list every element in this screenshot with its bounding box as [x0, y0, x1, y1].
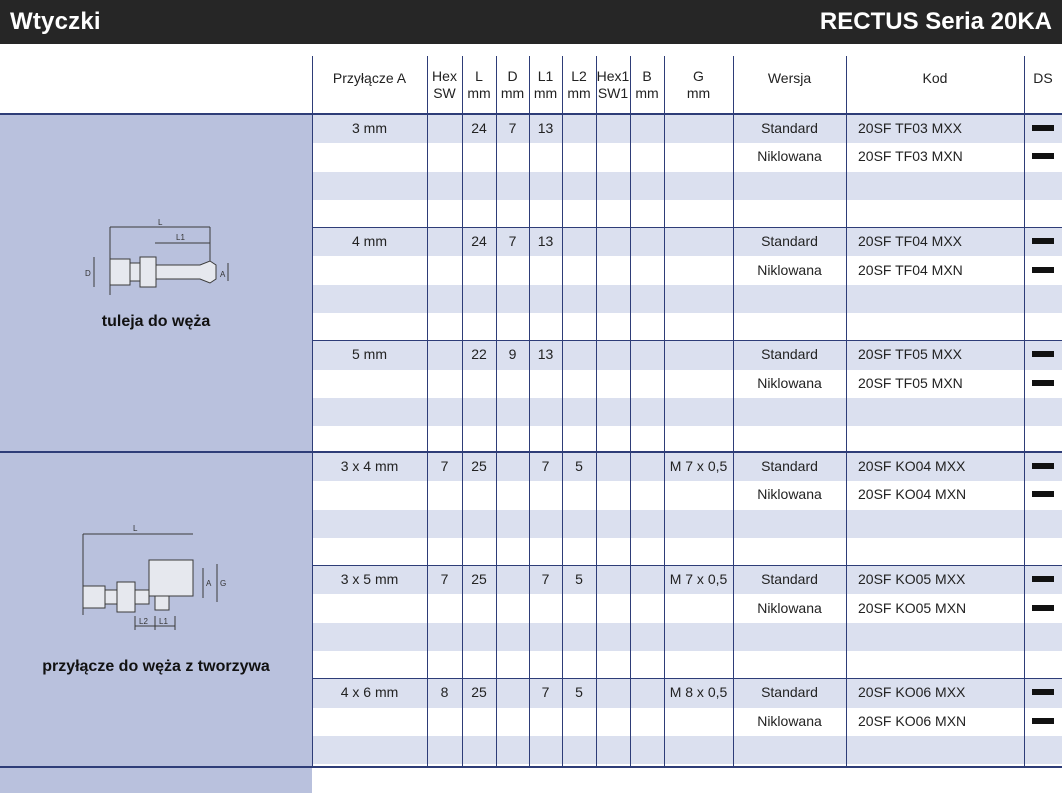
hex-nut: [117, 582, 135, 612]
series-title: RECTUS Seria 20KA: [819, 8, 1052, 35]
column-header-l: L mm: [467, 68, 491, 101]
title-bar: [0, 0, 1062, 44]
cell-code: 20SF KO05 MXN: [858, 599, 967, 616]
column-header-hex1-sw1: Hex1 SW1: [596, 68, 630, 101]
cell-connector: 4 x 6 mm: [340, 684, 399, 701]
table-row-stripe: [312, 398, 1062, 426]
cell-version: Standard: [761, 571, 818, 588]
column-header-code: Kod: [922, 70, 948, 86]
cell-version: Standard: [761, 233, 818, 250]
column-divider: [846, 56, 847, 768]
cell-d: 9: [508, 346, 517, 363]
page-title: Wtyczki: [10, 8, 101, 35]
cell-l1: 7: [541, 684, 550, 701]
column-divider: [596, 56, 597, 768]
cell-code: 20SF TF04 MXX: [858, 233, 963, 250]
cell-l: 22: [471, 346, 487, 363]
hose-barb-plug-drawing: [80, 215, 240, 305]
cell-code: 20SF TF05 MXX: [858, 346, 963, 363]
column-divider: [496, 56, 497, 768]
ds-marker: [1032, 153, 1054, 159]
cell-code: 20SF KO05 MXX: [858, 571, 966, 588]
ds-marker: [1032, 463, 1054, 469]
column-divider: [664, 56, 665, 768]
column-header-l2: L2 mm: [567, 68, 591, 101]
column-divider: [1024, 56, 1025, 768]
cell-connector: 3 mm: [352, 120, 387, 136]
column-header-b: B mm: [635, 68, 659, 101]
cell-version: Standard: [761, 684, 818, 701]
cell-l: 25: [471, 684, 487, 701]
column-divider: [312, 56, 313, 768]
cell-hex: 7: [440, 458, 449, 474]
dim-label-l2: L2: [139, 617, 148, 626]
table-row-stripe: [312, 623, 1062, 651]
cell-code: 20SF TF05 MXN: [858, 374, 963, 391]
cell-l: 24: [471, 233, 487, 250]
plug-groove: [105, 590, 117, 604]
column-header-hex-sw: Hex SW: [432, 68, 457, 101]
ds-marker: [1032, 689, 1054, 695]
cell-l1: 7: [541, 571, 550, 588]
bottom-rule: [0, 766, 1062, 768]
cell-l2: 5: [575, 458, 583, 474]
thread: [135, 590, 149, 604]
dim-label-l1: L1: [176, 233, 185, 242]
ds-marker: [1032, 380, 1054, 386]
cell-connector: 3 x 4 mm: [340, 458, 399, 474]
cell-d: 7: [508, 120, 517, 136]
cell-l: 25: [471, 571, 487, 588]
cell-l2: 5: [575, 571, 583, 588]
table-row-stripe: [312, 736, 1062, 764]
cell-version: Niklowana: [757, 486, 822, 503]
cell-code: 20SF TF03 MXX: [858, 120, 963, 136]
cell-l1: 13: [537, 346, 554, 363]
dim-label-a: A: [220, 270, 226, 279]
column-header-version: Wersja: [767, 70, 812, 86]
column-divider: [462, 56, 463, 768]
column-divider: [529, 56, 530, 768]
cell-d: 7: [508, 233, 517, 250]
column-divider: [562, 56, 563, 768]
cell-code: 20SF KO06 MXN: [858, 712, 967, 729]
cell-hex: 7: [440, 571, 449, 588]
cell-version: Standard: [761, 458, 818, 474]
cell-version: Niklowana: [757, 599, 822, 616]
column-header-d: D mm: [500, 68, 525, 101]
cell-connector: 5 mm: [352, 346, 387, 363]
cell-version: Standard: [761, 346, 818, 363]
connector-head: [149, 560, 193, 596]
cell-g: M 7 x 0,5: [669, 458, 728, 474]
cell-connector: 4 mm: [352, 233, 387, 250]
column-header-connector: Przyłącze A: [332, 70, 407, 86]
ds-marker: [1032, 267, 1054, 273]
cell-l1: 13: [537, 120, 554, 136]
dim-label-l: L: [133, 524, 138, 533]
plug-groove: [130, 263, 140, 281]
plastic-hose-connector-drawing: [75, 520, 245, 650]
ds-marker: [1032, 238, 1054, 244]
cell-l1: 7: [541, 458, 550, 474]
cell-connector: 3 x 5 mm: [340, 571, 399, 588]
cell-hex: 8: [440, 684, 449, 701]
column-divider: [427, 56, 428, 768]
cell-code: 20SF TF03 MXN: [858, 148, 963, 165]
dim-label-l: L: [158, 218, 163, 227]
table-row-stripe: [312, 285, 1062, 313]
cell-code: 20SF KO06 MXX: [858, 684, 966, 701]
ds-marker: [1032, 125, 1054, 131]
cell-l2: 5: [575, 684, 583, 701]
cell-l: 25: [471, 458, 487, 474]
cell-version: Niklowana: [757, 374, 822, 391]
cell-code: 20SF KO04 MXN: [858, 486, 967, 503]
dim-label-g: G: [220, 579, 227, 588]
ds-marker: [1032, 576, 1054, 582]
ds-marker: [1032, 718, 1054, 724]
cell-l1: 13: [537, 233, 554, 250]
plug-collar: [140, 257, 156, 287]
ds-marker: [1032, 351, 1054, 357]
connector-stem: [155, 596, 169, 610]
ds-marker: [1032, 491, 1054, 497]
cell-g: M 8 x 0,5: [669, 684, 728, 701]
hose-barb: [156, 261, 216, 283]
column-header-ds: DS: [1033, 70, 1053, 86]
dim-label-a: A: [206, 579, 212, 588]
ds-marker: [1032, 605, 1054, 611]
column-divider: [630, 56, 631, 768]
table-row-stripe: [312, 510, 1062, 538]
column-header-g: G mm: [686, 68, 711, 101]
dim-label-l1: L1: [159, 617, 168, 626]
dim-label-d: D: [85, 269, 91, 278]
cell-code: 20SF TF04 MXN: [858, 261, 963, 278]
plug-body: [110, 259, 130, 285]
cell-code: 20SF KO04 MXX: [858, 458, 966, 474]
section-caption: przyłącze do węża z tworzywa: [42, 658, 270, 675]
column-header-l1: L1 mm: [533, 68, 558, 101]
cell-version: Niklowana: [757, 148, 822, 165]
cell-l: 24: [471, 120, 487, 136]
table-row-stripe: [312, 172, 1062, 200]
plug-body: [83, 586, 105, 608]
cell-version: Niklowana: [757, 261, 822, 278]
section-caption: tuleja do węża: [101, 313, 211, 330]
cell-version: Niklowana: [757, 712, 822, 729]
cell-version: Standard: [761, 120, 818, 136]
cell-g: M 7 x 0,5: [669, 571, 728, 588]
